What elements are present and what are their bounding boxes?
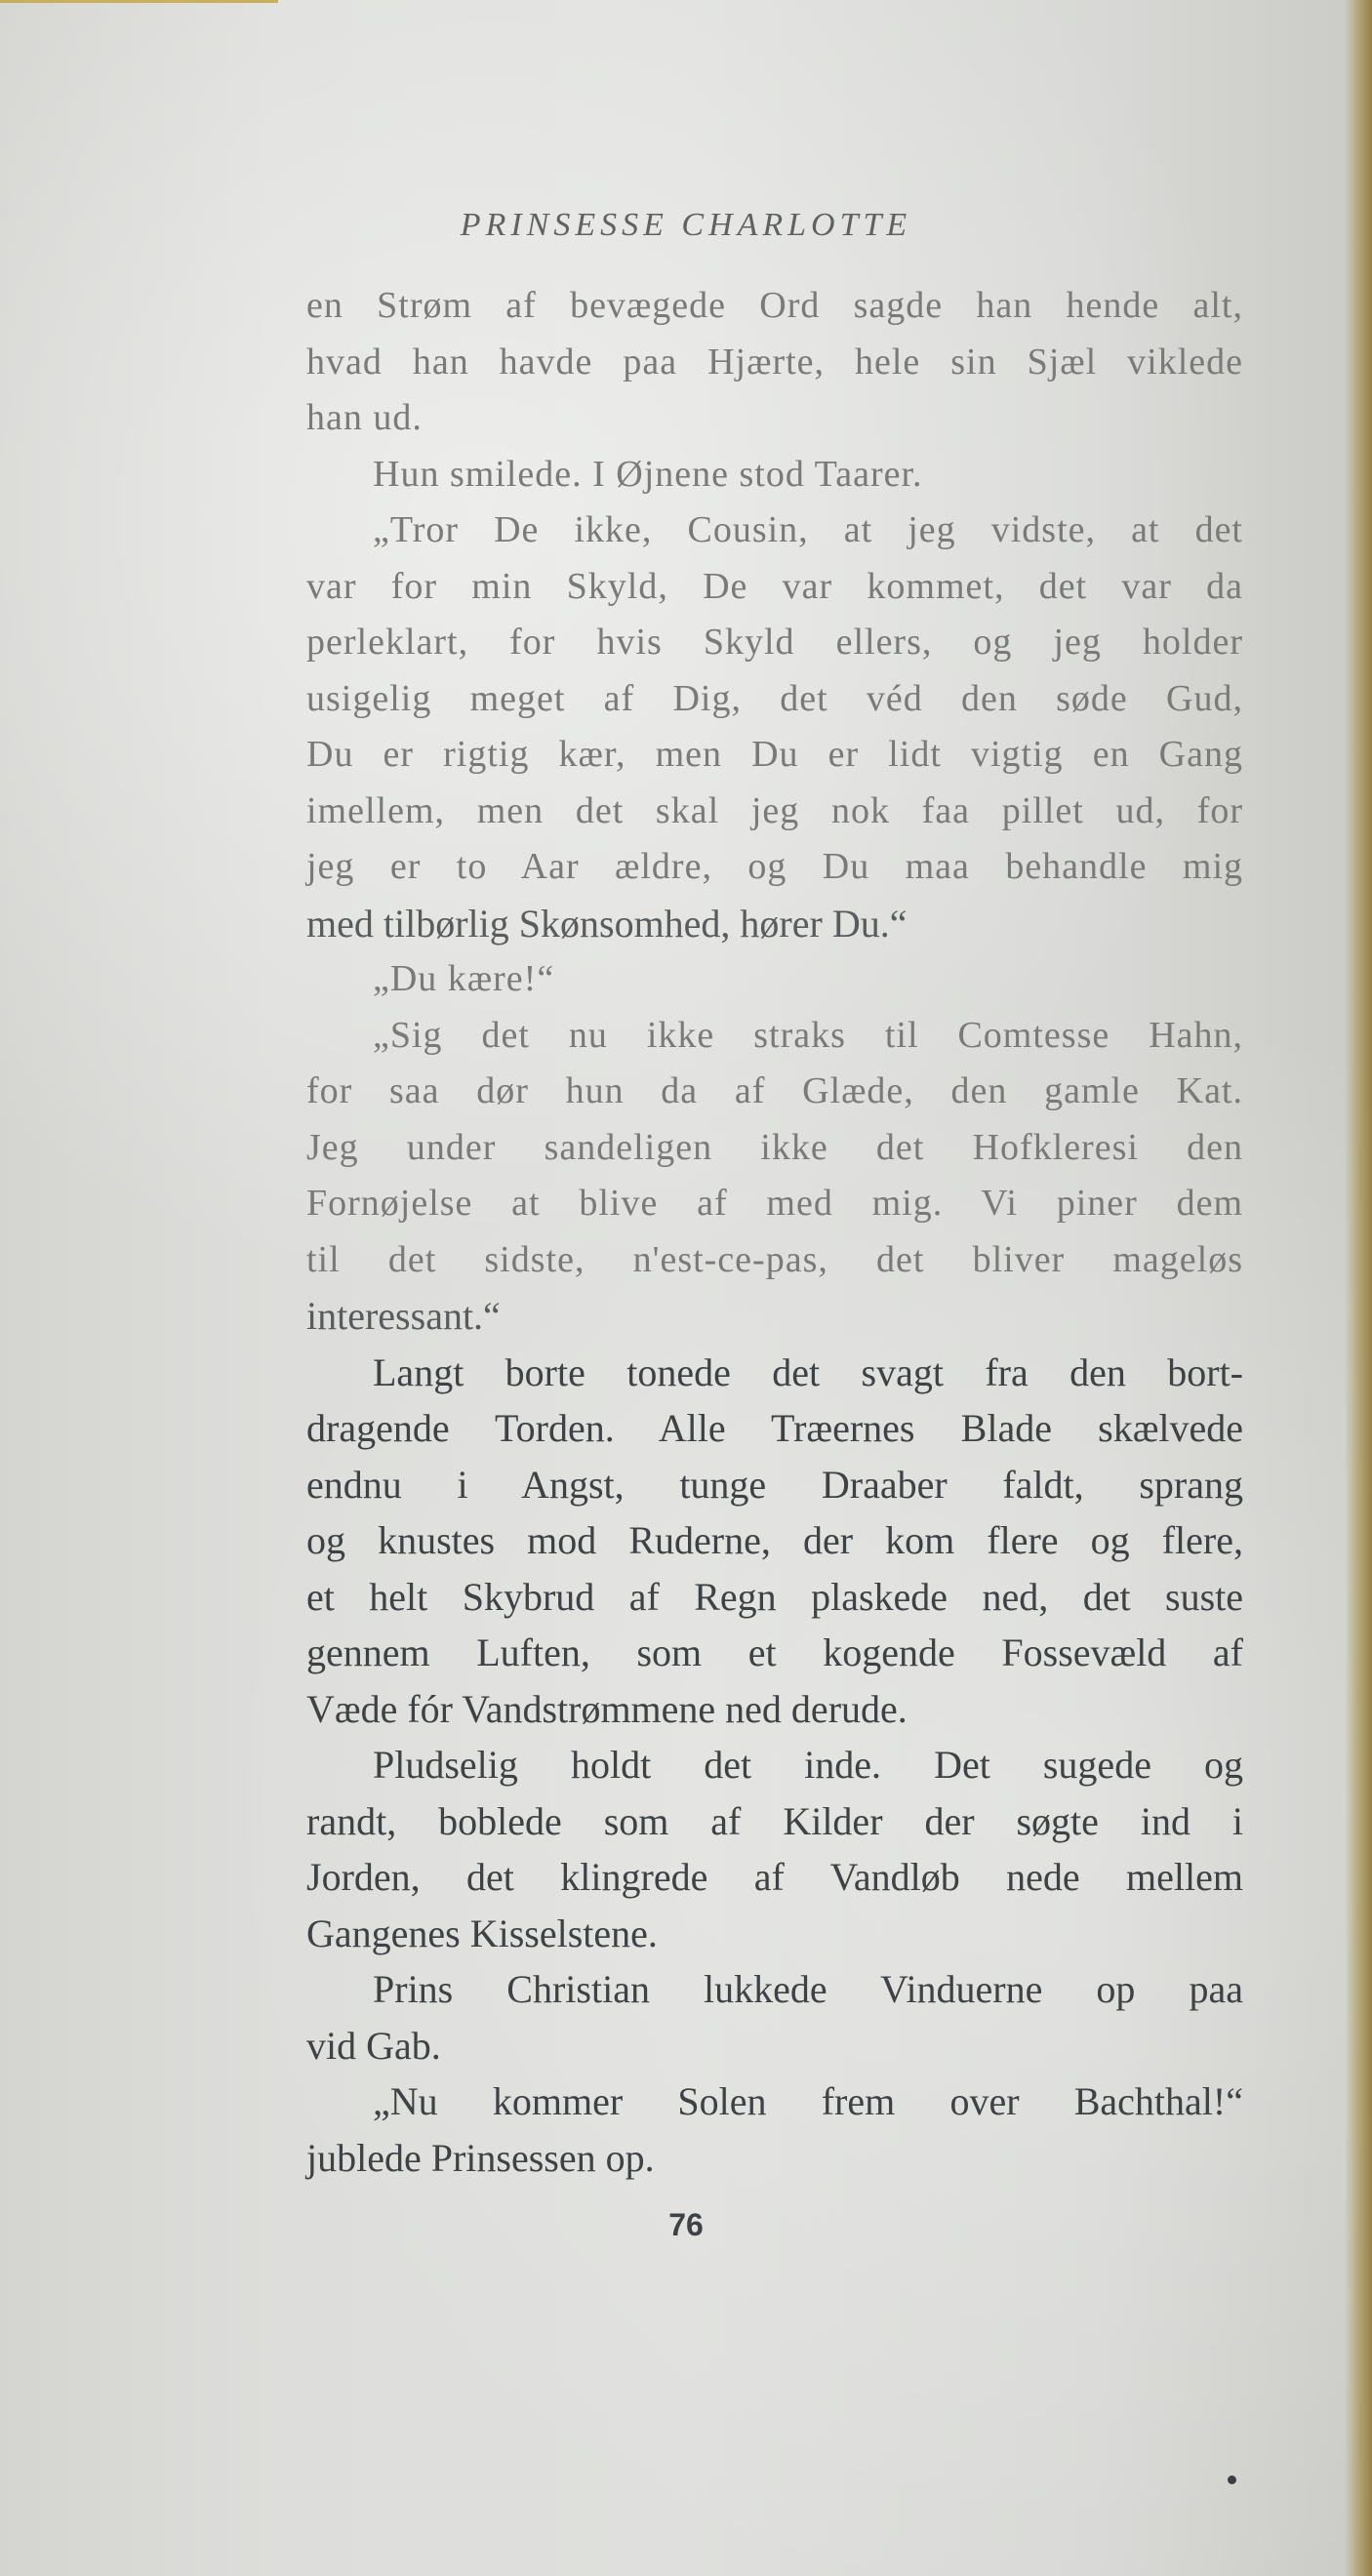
text-line: jublede Prinsessen op. xyxy=(306,2135,655,2180)
text-line: og knustes mod Ruderne, der kom flere og flere, xyxy=(306,1518,1243,1562)
running-head: PRINSESSE CHARLOTTE xyxy=(460,207,912,243)
text-line: Gangenes Kisselstene. xyxy=(306,1911,658,1955)
text-line: for saa dør hun da af Glæde, den gamle Kat. xyxy=(306,1070,1243,1111)
text-line: Væde fór Vandstrømmene ned derude. xyxy=(306,1686,908,1731)
text-line: „Tror De ikke, Cousin, at jeg vidste, at det xyxy=(373,509,1243,550)
text-line: Hun smilede. I Øjnene stod Taarer. xyxy=(373,453,923,495)
text-line: hvad han havde paa Hjærte, hele sin Sjæl viklede xyxy=(306,341,1243,382)
text-line: dragende Torden. Alle Træernes Blade skælvede xyxy=(306,1406,1243,1450)
text-line: Du er rigtig kær, men Du er lidt vigtig en Gang xyxy=(306,734,1243,775)
ink-speck xyxy=(1228,2475,1236,2484)
page-number: 76 xyxy=(668,2207,704,2242)
body-text xyxy=(306,278,1243,2186)
text-line: „Nu kommer Solen frem over Bachthal!“ xyxy=(373,2079,1243,2123)
text-line: vid Gab. xyxy=(306,2023,441,2068)
right-edge-binding-shadow xyxy=(1345,0,1372,2576)
text-line: imellem, men det skal jeg nok faa pillet ud, for xyxy=(306,789,1243,831)
text-line: Fornøjelse at blive af med mig. Vi piner dem xyxy=(306,1183,1243,1224)
text-line: endnu i Angst, tunge Draaber faldt, sprang xyxy=(306,1462,1243,1507)
text-line: „Du kære!“ xyxy=(373,958,555,999)
text-line: en Strøm af bevægede Ord sagde han hende alt, xyxy=(306,285,1243,326)
text-line: et helt Skybrud af Regn plaskede ned, det suste xyxy=(306,1574,1243,1619)
text-line: „Sig det nu ikke straks til Comtesse Hahn, xyxy=(373,1014,1243,1056)
text-line: Jorden, det klingrede af Vandløb nede mellem xyxy=(306,1855,1243,1899)
text-line: usigelig meget af Dig, det véd den søde Gud, xyxy=(306,677,1243,719)
text-line: Pludselig holdt det inde. Det sugede og xyxy=(373,1743,1243,1787)
text-line: perleklart, for hvis Skyld ellers, og jeg holder xyxy=(306,622,1243,663)
text-line: Jeg under sandeligen ikke det Hofkleresi den xyxy=(306,1126,1243,1168)
text-line: til det sidste, n'est-ce-pas, det bliver mageløs xyxy=(306,1238,1243,1280)
text-line: var for min Skyld, De var kommet, det var da xyxy=(306,565,1243,607)
text-line: med tilbørlig Skønsomhed, hører Du.“ xyxy=(306,901,908,946)
text-line: jeg er to Aar ældre, og Du maa behandle mig xyxy=(306,846,1243,887)
text-line: interessant.“ xyxy=(306,1294,501,1338)
text-line: han ud. xyxy=(306,397,423,438)
text-line: Langt borte tonede det svagt fra den bort- xyxy=(373,1349,1243,1394)
text-line: gennem Luften, som et kogende Fossevæld af xyxy=(306,1630,1243,1674)
text-line: Prins Christian lukkede Vinduerne op paa xyxy=(373,1967,1243,2011)
top-edge-stain xyxy=(0,0,278,3)
text-line: randt, boblede som af Kilder der søgte ind i xyxy=(306,1798,1243,1843)
